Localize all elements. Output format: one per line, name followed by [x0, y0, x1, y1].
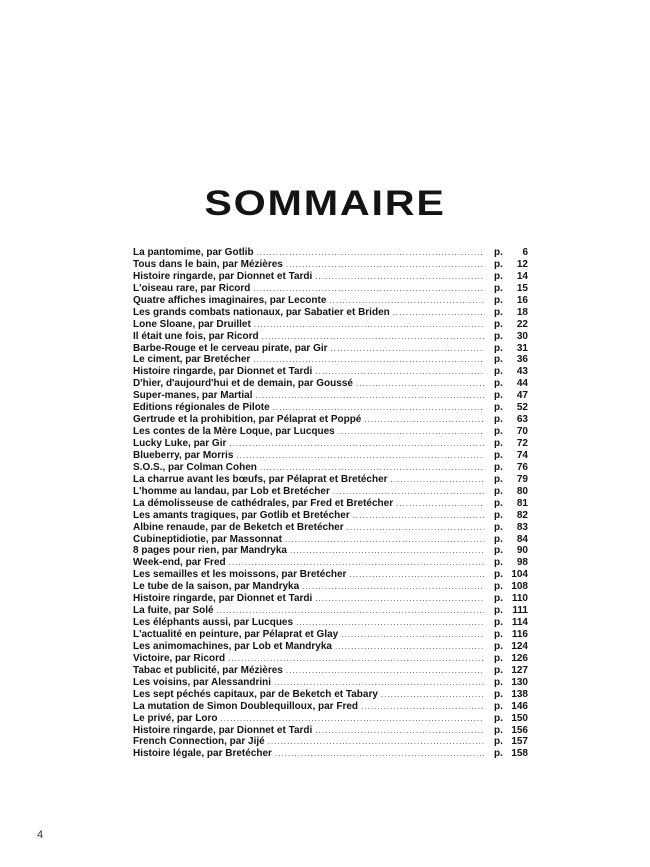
toc-page-prefix: p.	[494, 593, 503, 605]
toc-entry-title: Lone Sloane, par Druillet	[133, 318, 251, 330]
toc-entry-title: Les semailles et les moissons, par Bretécher	[133, 569, 347, 581]
toc-entry-title: Histoire ringarde, par Dionnet et Tardi	[133, 593, 313, 605]
toc-page-number: 47	[516, 390, 528, 402]
toc-entry	[133, 271, 528, 283]
toc-dot-leader	[329, 295, 484, 307]
toc-dot-leader	[356, 378, 484, 390]
toc-dot-leader	[315, 725, 484, 737]
toc-dot-leader	[274, 677, 484, 689]
toc-page-number: 114	[511, 617, 528, 629]
toc-entry	[133, 629, 528, 641]
toc-entry-title: Blueberry, par Morris	[133, 449, 234, 461]
toc-entry	[133, 653, 528, 665]
toc-entry-title: La mutation de Simon Doublequilloux, par Fred	[133, 700, 359, 712]
toc-entry	[133, 689, 528, 701]
table-of-contents	[133, 247, 528, 760]
toc-entry	[133, 605, 528, 617]
toc-page-prefix: p.	[494, 748, 503, 760]
toc-entry	[133, 713, 528, 725]
toc-entry	[133, 510, 528, 522]
toc-entry-title: 8 pages pour rien, par Mandryka	[133, 545, 287, 557]
toc-page-number: 44	[516, 378, 528, 390]
toc-entry-title: S.O.S., par Colman Cohen	[133, 461, 257, 473]
toc-dot-leader	[335, 641, 484, 653]
toc-page-prefix: p.	[494, 664, 503, 676]
toc-page-number: 79	[516, 473, 528, 485]
toc-dot-leader	[275, 748, 484, 760]
toc-entry-title: Les contes de la Mère Loque, par Lucques	[133, 426, 335, 438]
toc-page-prefix: p.	[494, 688, 503, 700]
toc-page-prefix: p.	[494, 438, 503, 449]
toc-page-prefix: p.	[494, 414, 503, 426]
toc-page-prefix: p.	[494, 354, 503, 366]
toc-entry-title: Le privé, par Loro	[133, 712, 218, 724]
toc-page-prefix: p.	[494, 521, 503, 533]
page-title: SOMMAIRE	[204, 184, 446, 223]
toc-dot-leader	[396, 498, 484, 510]
toc-entry-title: Editions régionales de Pilote	[133, 402, 270, 414]
toc-entry-title: Les animomachines, par Lob et Mandryka	[133, 640, 332, 652]
toc-page-prefix: p.	[494, 461, 503, 473]
toc-entry	[133, 498, 528, 510]
toc-entry	[133, 247, 528, 259]
toc-dot-leader	[268, 736, 484, 748]
toc-dot-leader	[347, 522, 484, 534]
toc-dot-leader	[296, 617, 484, 629]
toc-dot-leader	[217, 605, 484, 617]
toc-entry	[133, 462, 528, 474]
toc-page-number: 90	[516, 545, 528, 557]
toc-entry	[133, 748, 528, 760]
toc-entry	[133, 665, 528, 677]
toc-dot-leader	[391, 474, 484, 486]
toc-dot-leader	[315, 366, 484, 378]
toc-entry-title: Les grands combats nationaux, par Sabatier et Briden	[133, 306, 390, 318]
toc-page-number: 157	[511, 736, 528, 748]
toc-entry	[133, 545, 528, 557]
toc-entry-title: D'hier, d'aujourd'hui et de demain, par Goussé	[133, 378, 353, 390]
toc-page-number: 70	[516, 426, 528, 438]
toc-dot-leader	[341, 629, 484, 641]
toc-dot-leader	[393, 307, 484, 319]
toc-page-prefix: p.	[494, 676, 503, 688]
toc-entry-title: Super-manes, par Martial	[133, 390, 253, 402]
toc-page-prefix: p.	[494, 306, 503, 318]
toc-page-number: 158	[511, 748, 528, 760]
toc-entry	[133, 474, 528, 486]
toc-entry	[133, 438, 528, 450]
toc-page-number: 22	[516, 318, 528, 330]
toc-page-number: 146	[511, 700, 528, 712]
toc-dot-leader	[364, 414, 484, 426]
toc-entry-title: Le tube de la saison, par Mandryka	[133, 581, 300, 593]
toc-entry	[133, 259, 528, 271]
toc-entry-title: Les voisins, par Alessandrini	[133, 676, 272, 688]
toc-page-prefix: p.	[494, 247, 503, 258]
toc-entry-title: Quatre affiches imaginaires, par Leconte	[133, 294, 327, 306]
toc-page-prefix: p.	[494, 473, 503, 485]
toc-page-number: 150	[511, 712, 528, 724]
toc-dot-leader	[257, 247, 484, 259]
toc-page-prefix: p.	[494, 402, 503, 414]
toc-page-prefix: p.	[494, 366, 503, 378]
toc-dot-leader	[302, 581, 484, 593]
toc-page-number: 15	[516, 282, 528, 294]
toc-dot-leader	[255, 390, 484, 402]
toc-entry	[133, 617, 528, 629]
toc-page-prefix: p.	[494, 342, 503, 354]
toc-entry	[133, 450, 528, 462]
toc-page-number: 14	[516, 270, 528, 282]
toc-page-number: 36	[516, 354, 528, 366]
toc-dot-leader	[315, 593, 484, 605]
toc-entry-title: Cubineptidiotie, par Massonnat	[133, 533, 282, 545]
toc-entry	[133, 414, 528, 426]
toc-page-prefix: p.	[494, 378, 503, 390]
toc-entry	[133, 354, 528, 366]
toc-page-prefix: p.	[494, 258, 503, 270]
toc-page-prefix: p.	[494, 426, 503, 438]
toc-dot-leader	[381, 689, 484, 701]
toc-entry-title: La pantomime, par Gotlib	[133, 247, 254, 258]
toc-dot-leader	[290, 545, 484, 557]
toc-dot-leader	[229, 438, 484, 450]
toc-entry	[133, 343, 528, 355]
toc-page-number: 83	[516, 521, 528, 533]
toc-dot-leader	[285, 534, 484, 546]
toc-entry-title: L'actualité en peinture, par Pélaprat et Glay	[133, 629, 339, 640]
toc-page-prefix: p.	[494, 617, 503, 629]
toc-dot-leader	[229, 557, 484, 569]
toc-dot-leader	[220, 713, 484, 725]
toc-entry	[133, 641, 528, 653]
toc-entry-title: Lucky Luke, par Gir	[133, 438, 227, 449]
toc-page-number: 82	[516, 509, 528, 521]
toc-entry	[133, 486, 528, 498]
toc-page-prefix: p.	[494, 605, 503, 617]
toc-entry	[133, 331, 528, 343]
toc-entry	[133, 426, 528, 438]
toc-page-prefix: p.	[494, 390, 503, 402]
toc-page-prefix: p.	[494, 270, 503, 282]
toc-dot-leader	[253, 354, 484, 366]
toc-entry-title: Barbe-Rouge et le cerveau pirate, par Gir	[133, 342, 328, 354]
toc-page-prefix: p.	[494, 724, 503, 736]
toc-page-number: 126	[511, 652, 528, 664]
toc-entry	[133, 701, 528, 713]
toc-page-prefix: p.	[494, 294, 503, 306]
toc-dot-leader	[286, 665, 484, 677]
toc-page-number: 111	[512, 605, 528, 617]
toc-page-number: 108	[511, 581, 528, 593]
toc-dot-leader	[338, 426, 484, 438]
toc-page-prefix: p.	[494, 569, 503, 581]
toc-dot-leader	[228, 653, 484, 665]
toc-page-prefix: p.	[494, 712, 503, 724]
toc-entry	[133, 736, 528, 748]
toc-page-number: 127	[511, 664, 528, 676]
toc-page-prefix: p.	[494, 509, 503, 521]
toc-entry	[133, 283, 528, 295]
toc-page-number: 16	[516, 294, 528, 306]
toc-entry-title: La fuite, par Solé	[133, 605, 214, 617]
toc-page-number: 18	[516, 306, 528, 318]
toc-entry	[133, 366, 528, 378]
page-number: 4	[37, 829, 44, 841]
toc-page-number: 76	[516, 461, 528, 473]
toc-entry	[133, 557, 528, 569]
toc-dot-leader	[286, 259, 484, 271]
toc-entry-title: Histoire ringarde, par Dionnet et Tardi	[133, 724, 313, 736]
toc-entry-title: La charrue avant les bœufs, par Pélaprat et Bretécher	[133, 473, 388, 485]
toc-page-prefix: p.	[494, 497, 503, 509]
toc-entry-title: Albine renaude, par de Beketch et Bretécher	[133, 521, 344, 533]
toc-entry-title: Il était une fois, par Ricord	[133, 330, 259, 342]
toc-entry	[133, 581, 528, 593]
toc-page-number: 80	[516, 485, 528, 497]
toc-entry	[133, 319, 528, 331]
toc-page-prefix: p.	[494, 282, 503, 294]
toc-entry-title: Tous dans le bain, par Mézières	[133, 258, 283, 270]
toc-page-number: 30	[516, 330, 528, 342]
toc-dot-leader	[333, 486, 484, 498]
toc-page-number: 104	[511, 569, 528, 581]
toc-dot-leader	[315, 271, 484, 283]
toc-page-prefix: p.	[494, 485, 503, 497]
toc-entry-title: French Connection, par Jijé	[133, 736, 265, 748]
toc-page-number: 31	[516, 342, 528, 354]
toc-entry-title: Gertrude et la prohibition, par Pélaprat et Poppé	[133, 414, 362, 426]
toc-dot-leader	[353, 510, 484, 522]
toc-page-number: 110	[511, 593, 528, 605]
toc-dot-leader	[260, 462, 484, 474]
toc-entry	[133, 725, 528, 737]
toc-page-number: 156	[511, 724, 528, 736]
toc-entry-title: Victoire, par Ricord	[133, 652, 226, 664]
toc-dot-leader	[273, 402, 484, 414]
toc-dot-leader	[236, 450, 484, 462]
toc-entry	[133, 378, 528, 390]
toc-page-number: 84	[516, 533, 528, 545]
toc-page-number: 124	[511, 640, 528, 652]
toc-page-prefix: p.	[494, 330, 503, 342]
toc-page-number: 138	[511, 688, 528, 700]
toc-entry-title: L'homme au landau, par Lob et Bretécher	[133, 485, 330, 497]
toc-entry-title: Histoire ringarde, par Dionnet et Tardi	[133, 270, 313, 282]
toc-page-prefix: p.	[494, 700, 503, 712]
toc-entry-title: Les éléphants aussi, par Lucques	[133, 617, 294, 629]
toc-page-number: 72	[516, 438, 528, 449]
toc-dot-leader	[262, 331, 484, 343]
toc-dot-leader	[253, 283, 484, 295]
toc-entry-title: Histoire légale, par Bretécher	[133, 748, 272, 760]
toc-entry-title: Le ciment, par Bretécher	[133, 354, 251, 366]
toc-entry	[133, 390, 528, 402]
toc-entry	[133, 677, 528, 689]
toc-entry-title: Les sept péchés capitaux, par de Beketch et Tabary	[133, 688, 378, 700]
toc-page-prefix: p.	[494, 652, 503, 664]
toc-page-prefix: p.	[494, 640, 503, 652]
toc-page-number: 98	[516, 557, 528, 569]
toc-dot-leader	[254, 319, 484, 331]
toc-page-number: 81	[516, 497, 528, 509]
toc-entry	[133, 307, 528, 319]
toc-entry	[133, 522, 528, 534]
toc-entry	[133, 534, 528, 546]
toc-page-prefix: p.	[494, 629, 503, 640]
toc-entry-title: Tabac et publicité, par Mézières	[133, 664, 283, 676]
toc-page-number: 130	[511, 676, 528, 688]
toc-entry-title: L'oiseau rare, par Ricord	[133, 282, 251, 294]
toc-page-prefix: p.	[494, 736, 503, 748]
toc-dot-leader	[331, 343, 484, 355]
toc-page-prefix: p.	[494, 533, 503, 545]
toc-page-number: 116	[511, 629, 528, 640]
toc-page-number: 12	[516, 258, 528, 270]
toc-page-prefix: p.	[494, 581, 503, 593]
toc-page-prefix: p.	[494, 449, 503, 461]
toc-page-prefix: p.	[494, 557, 503, 569]
toc-entry-title: La démolisseuse de cathédrales, par Fred et Bretécher	[133, 497, 394, 509]
toc-entry	[133, 593, 528, 605]
toc-entry	[133, 569, 528, 581]
toc-page-number: 52	[516, 402, 528, 414]
toc-dot-leader	[361, 701, 484, 713]
toc-page-number: 6	[522, 247, 528, 258]
toc-page-number: 63	[516, 414, 528, 426]
toc-entry-title: Les amants tragiques, par Gotlib et Bretécher	[133, 509, 350, 521]
toc-entry-title: Histoire ringarde, par Dionnet et Tardi	[133, 366, 313, 378]
toc-entry	[133, 295, 528, 307]
toc-page-number: 43	[516, 366, 528, 378]
toc-dot-leader	[349, 569, 484, 581]
toc-page-number: 74	[516, 449, 528, 461]
toc-entry	[133, 402, 528, 414]
toc-page-prefix: p.	[494, 545, 503, 557]
toc-page-prefix: p.	[494, 318, 503, 330]
toc-entry-title: Week-end, par Fred	[133, 557, 226, 569]
